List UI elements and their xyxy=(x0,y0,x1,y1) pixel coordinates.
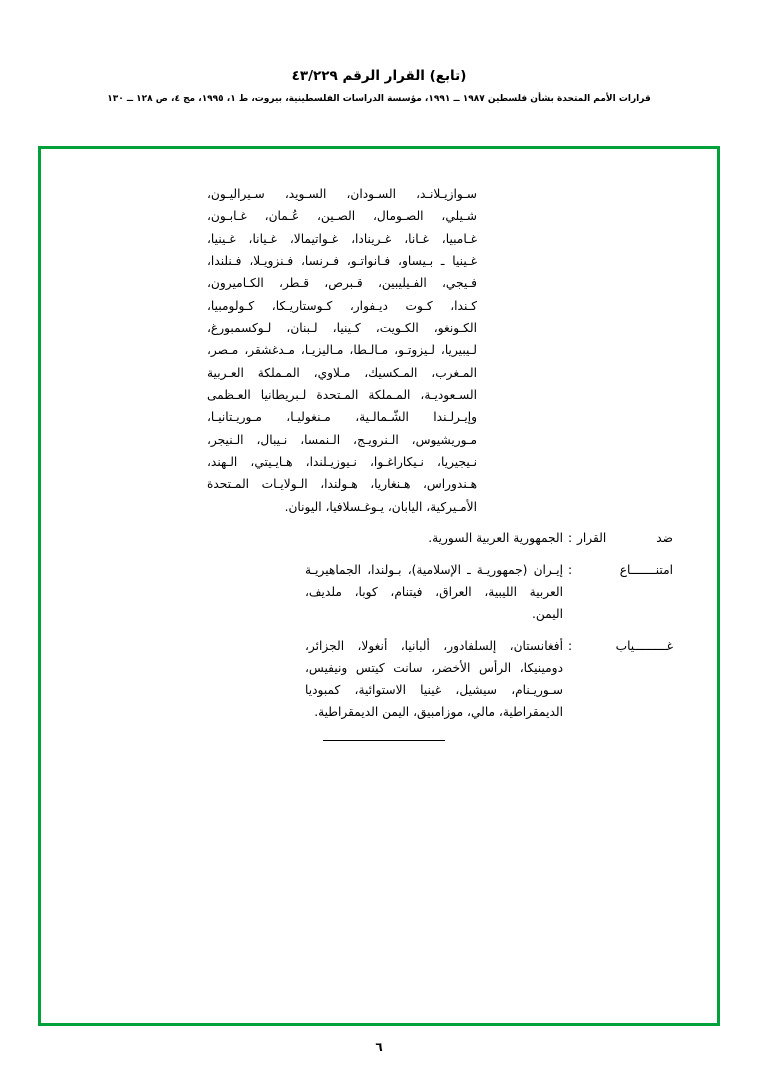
countries-paragraph xyxy=(207,183,477,518)
country-line: غـامبيا، غـانا، غـرينادا، غـواتيمالا، غـيانا، غـينيا، xyxy=(207,231,477,246)
country-line: سـوازيـلانـد، السـودان، السـويد، سـيراليـون، xyxy=(207,187,477,201)
country-line: نـيجيريا، نـيكاراغـوا، نـيوزيـلندا، هـايـيتي، الـهند، xyxy=(207,454,477,469)
vote-sections xyxy=(85,528,673,724)
document-content xyxy=(41,149,717,1023)
document-header xyxy=(0,0,758,104)
vote-colon: : xyxy=(567,530,573,545)
vote-country-line: إيـران (جمهوريـة ـ الإسلامية)، بـولندا، الجماهيريـة xyxy=(305,562,563,577)
country-line: الكـونغو، الكـويت، كـينيا، لـبنان، لـوكسمبورغ، xyxy=(207,320,477,335)
vote-label: امتنـــــــاع xyxy=(619,562,673,577)
vote-country-line: دومينيكا، الرأس الأخضر، سانت كيتس ونيفيس، xyxy=(305,660,563,675)
country-line: فـيجي، الفـيليبين، قـبرص، قـطر، الكـاميرون، xyxy=(207,276,477,291)
document-source-citation: قرارات الأمم المتحدة بشأن فلسطين ١٩٨٧ ــ ١٩٩١، مؤسسة الدراسات الفلسطينية، بيروت، ط ١، ١٩٩٥، مج ٤، ص ١٢٨ ــ ١٣٠ xyxy=(107,94,651,104)
green-border-frame xyxy=(38,146,720,1026)
vote-countries xyxy=(305,636,563,724)
vote-label: غـــــــــياب xyxy=(615,638,673,653)
country-line: كـندا، كـوت ديـفوار، كـوستاريـكا، كـولومبيا، xyxy=(207,298,477,313)
document-title: (تابع) القرار الرقم ٤٣/٢٢٩ xyxy=(291,68,467,84)
vote-row xyxy=(85,528,673,550)
vote-country-line: الديمقراطية، مالي، موزامبيق، اليمن الديمقراطية. xyxy=(314,704,563,719)
vote-country-line: اليمن. xyxy=(532,606,563,621)
country-line: المـغرب، المـكسيك، مـلاوي، المـملكة العـربية xyxy=(207,365,477,380)
vote-label: ضد القرار xyxy=(577,530,673,545)
country-line: وإيـرلـندا الشّـمالـية، مـنغوليـا، مـوريـتانيـا، xyxy=(207,410,477,425)
country-line: السـعوديـة، المـملكة المـتحدة لـبريطانيا العـظمى xyxy=(207,387,477,402)
vote-colon: : xyxy=(567,562,573,577)
country-line: الأمـيركية، اليابان، يـوغـسلافيا، اليونان. xyxy=(284,499,477,514)
vote-country-line: الجمهورية العربية السورية. xyxy=(428,530,563,545)
country-line: مـوريشيوس، الـنرويـج، الـنمسا، نـيبال، الـنيجر، xyxy=(207,432,477,447)
horizontal-rule xyxy=(323,740,445,741)
vote-row xyxy=(85,560,673,626)
vote-row xyxy=(85,636,673,724)
country-line: هـندوراس، هـنغاريا، هـولندا، الـولايـات المـتحدة xyxy=(207,477,477,492)
vote-country-line: العربية الليبية، العراق، فيتنام، كوبا، ملديف، xyxy=(305,584,563,599)
country-line: شـيلي، الصـومال، الصـين، عُـمان، غـابـون، xyxy=(207,209,477,224)
country-line: لـيبيريا، لـيزوتـو، مـالـطا، مـاليزيـا، مـدغشقر، مـصر، xyxy=(207,343,477,358)
vote-countries xyxy=(305,560,563,626)
vote-countries xyxy=(305,528,563,550)
vote-colon: : xyxy=(567,638,573,653)
country-line: غـينيا ـ بـيساو، فـانواتـو، فـرنسا، فـنزويـلا، فـنلندا، xyxy=(207,253,477,268)
page-number: ٦ xyxy=(375,1040,383,1054)
vote-country-line: أفغانستان، إلسلفادور، ألبانيا، أنغولا، الجزائر، xyxy=(305,638,563,653)
vote-country-line: سـوريـنام، سيشيل، غينيا الاستوائية، كمبوديا xyxy=(305,682,563,697)
